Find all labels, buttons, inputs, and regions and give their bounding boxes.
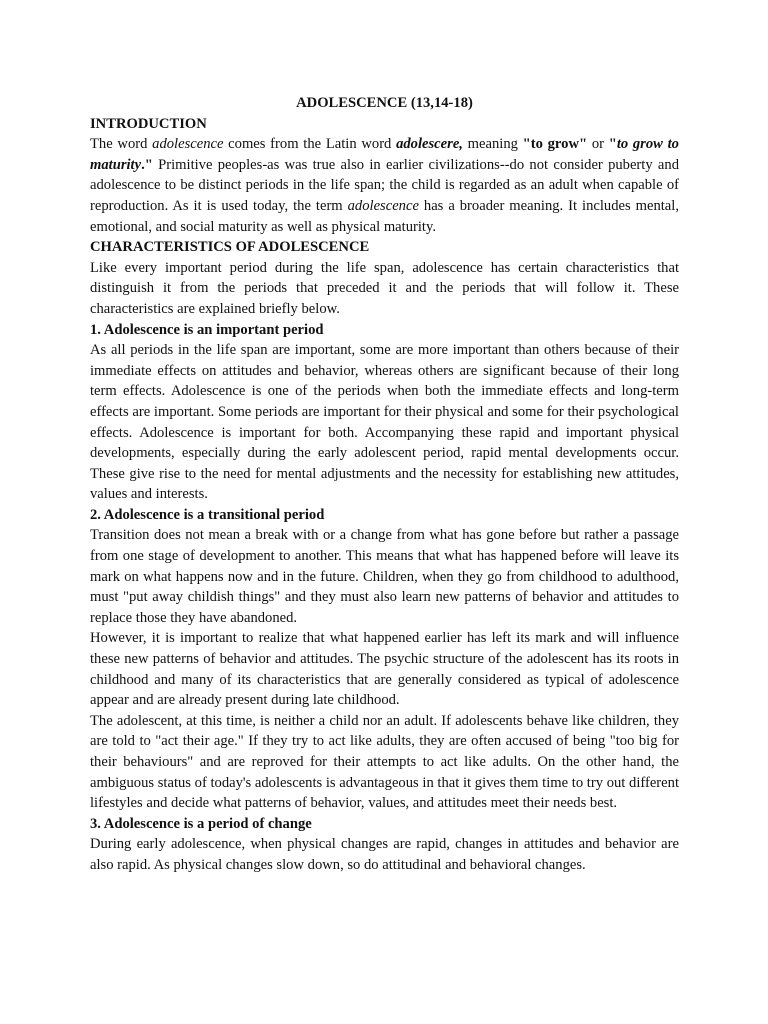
document-body	[90, 114, 679, 876]
body-paragraph	[90, 340, 679, 505]
text-run: As all periods in the life span are important, some are more important than others because of their immediate effects on attitudes and behavior, whereas others are significant because of their long term effects. Adolescence is one of the periods when both the immediate effects and long-term effects are important. Some periods are important for their physical and some for their psychological effects. Adolescence is important for both. Accompanying these rapid and important physical developments, especially during the early adolescent period, rapid mental developments occur. These give rise to the need for mental adjustments and the necessity for establishing new attitudes, values and interests.	[90, 342, 679, 503]
section-heading: INTRODUCTION	[90, 115, 207, 132]
text-run: meaning	[462, 136, 523, 153]
text-run: Like every important period during the life span, adolescence has certain characteristics that distinguish it from the periods that preceded it and the periods that will follow it. These characteristics are explained briefly below.	[90, 259, 679, 317]
body-paragraph	[90, 628, 679, 710]
text-run: comes from the Latin word	[223, 136, 397, 153]
text-run: adolescere,	[396, 136, 463, 153]
text-run: adolescence	[152, 136, 224, 153]
section-heading: 2. Adolescence is a transitional period	[90, 506, 325, 523]
text-run: "to grow"	[522, 136, 588, 153]
document-title: ADOLESCENCE (13,14-18)	[296, 95, 473, 111]
section-heading: CHARACTERISTICS OF ADOLESCENCE	[90, 239, 370, 256]
body-paragraph	[90, 525, 679, 628]
text-run: Transition does not mean a break with or a change from what has gone before but rather a passage from one stage of development to another. This means that what has happened before will leave its mark on what happens now and in the future. Children, when they go from childhood to adulthood, must "put away childish things" and they must also learn new patterns of behavior and attitudes to replace those they have abandoned.	[90, 527, 679, 626]
body-paragraph	[90, 258, 679, 320]
text-run: The word	[90, 136, 153, 153]
body-paragraph	[90, 134, 679, 237]
section-heading: 3. Adolescence is a period of change	[90, 815, 312, 832]
text-run: or	[587, 136, 609, 153]
text-run: "	[608, 136, 617, 153]
text-run: has a broader meaning. It includes mental, emotional, and social maturity as well as physical maturity.	[90, 197, 679, 235]
body-paragraph	[90, 834, 679, 875]
text-run: During early adolescence, when physical changes are rapid, changes in attitudes and behavior are also rapid. As physical changes slow down, so do attitudinal and behavioral changes.	[90, 836, 679, 873]
text-run: to grow to maturity	[90, 136, 679, 173]
text-run: adolescence	[347, 197, 419, 214]
text-run: The adolescent, at this time, is neither a child nor an adult. If adolescents behave like children, they are told to "act their age." If they try to act like adults, they are often accused of being "too big for their behaviours" and are reproved for their attempts to act like adults. On the other hand, the ambiguous status of today's adolescents is advantageous in that it gives them time to try out different lifestyles and decide what patterns of behavior, values, and attitudes meet their needs best.	[90, 712, 679, 812]
text-run: ."	[141, 156, 153, 173]
text-run: However, it is important to realize that what happened earlier has left its mark and will influence these new patterns of behavior and attitudes. The psychic structure of the adolescent has its roots in childhood and many of its characteristics that are generally considered as typical of adolescence appear and are already present during late childhood.	[90, 630, 679, 709]
text-run: Primitive peoples-as was true also in earlier civilizations--do not consider puberty and adolescence to be distinct periods in the life span; the child is regarded as an adult when capable of reproduction. As it is used today, the term	[90, 156, 679, 214]
body-paragraph	[90, 711, 679, 814]
section-heading: 1. Adolescence is an important period	[90, 321, 324, 338]
